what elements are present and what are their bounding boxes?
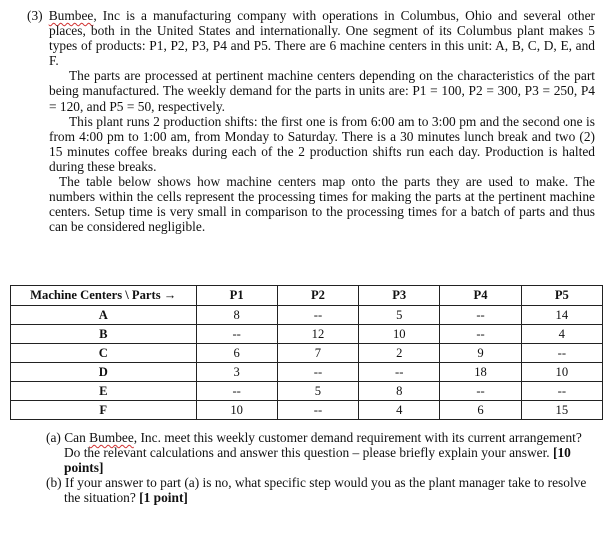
table-cell: 14 [521,306,602,325]
row-header-f: F [11,401,197,420]
table-cell: 6 [440,401,521,420]
problem-statement [27,8,595,234]
paragraph-shifts: This plant runs 2 production shifts: the first one is from 6:00 am to 3:00 pm and the second one is from 4:00 pm to 1:00 am, from Monday to Saturday. There is a 30 minutes lunch break and two (2) 15 minutes coffee breaks during each of the 2 production shifts run each day. Production is halted during these breaks. [49,113,595,174]
table-row [11,382,603,401]
paragraph-demand: The parts are processed at pertinent machine centers depending on the characteristics of the part being manufactured. The weekly demand for the parts in units are: P1 = 100, P2 = 300, P3 = 250, P4 = 120, and P5 = 50, respectively. [49,68,595,114]
intro-text: , Inc is a manufacturing company with operations in Columbus, Ohio and several other places, both in the United States and internationally. One segment of its Columbus plant makes 5 types of products: P1, P2, P3, P4 and P5. There are 6 machine centers in this unit: A, B, C, D, E, and F. [49,8,595,69]
question-a-text: , Inc. meet this weekly customer demand requirement with its current arrangement? Do the relevant calculations and answer this question – please briefly explain your answer. [64,430,582,461]
table-row [11,401,603,420]
table-cell: 12 [277,325,358,344]
question-b-label: (b) [46,475,62,491]
table-cell: 7 [277,344,358,363]
header-p4: P4 [440,286,521,306]
table-cell: 10 [359,325,440,344]
row-header-c: C [11,344,197,363]
processing-time-table [10,285,603,420]
table-cell: 15 [521,401,602,420]
question-a-label: (a) [46,430,61,445]
table-cell: 10 [521,363,602,382]
paragraph-table-intro: The table below shows how machine centers map onto the parts they are used to make. The numbers within the cells represent the processing times for making the parts at the pertinent machine centers. Setup time is very small in comparison to the processing times for a batch of parts and thus can be considered negligible. [49,174,595,235]
table-cell: -- [277,401,358,420]
table-cell: 4 [521,325,602,344]
header-p2: P2 [277,286,358,306]
question-a-points: [10 points] [64,445,571,476]
header-p3: P3 [359,286,440,306]
table-row [11,306,603,325]
table-cell: -- [440,325,521,344]
question-b-points: [1 point] [139,490,188,506]
row-header-b: B [11,325,197,344]
table-row [11,344,603,363]
table-cell: 4 [359,401,440,420]
row-header-a: A [11,306,197,325]
table-cell: 3 [196,363,277,382]
question-a [46,430,594,475]
header-p5: P5 [521,286,602,306]
table-cell: 8 [359,382,440,401]
question-b-text: If your answer to part (a) is no, what specific step would you as the plant manager take to resolve the situation? [64,475,587,506]
header-p1: P1 [196,286,277,306]
question-b [46,475,594,505]
table-cell: 5 [277,382,358,401]
table-cell: -- [277,363,358,382]
question-a-company: Bumbee [89,430,134,445]
table-cell: -- [521,382,602,401]
table-cell: 9 [440,344,521,363]
table-cell: -- [359,363,440,382]
table-cell: -- [196,382,277,401]
table-cell: -- [440,306,521,325]
table-cell: -- [521,344,602,363]
row-header-e: E [11,382,197,401]
table-cell: 8 [196,306,277,325]
table-row [11,325,603,344]
problem-number: (3) [27,8,43,23]
row-header-d: D [11,363,197,382]
table-cell: 5 [359,306,440,325]
question-a-text-start: Can [64,430,90,445]
table-cell: -- [277,306,358,325]
table-cell: -- [196,325,277,344]
table-cell: 6 [196,344,277,363]
table-cell: -- [440,382,521,401]
table-cell: 10 [196,401,277,420]
table-header-row [11,286,603,306]
company-name: Bumbee [48,8,94,23]
table-row [11,363,603,382]
table-corner-header: Machine Centers \ Parts → [11,286,197,306]
questions [46,430,594,505]
table-cell: 2 [359,344,440,363]
paragraph-intro [27,8,595,68]
table-cell: 18 [440,363,521,382]
